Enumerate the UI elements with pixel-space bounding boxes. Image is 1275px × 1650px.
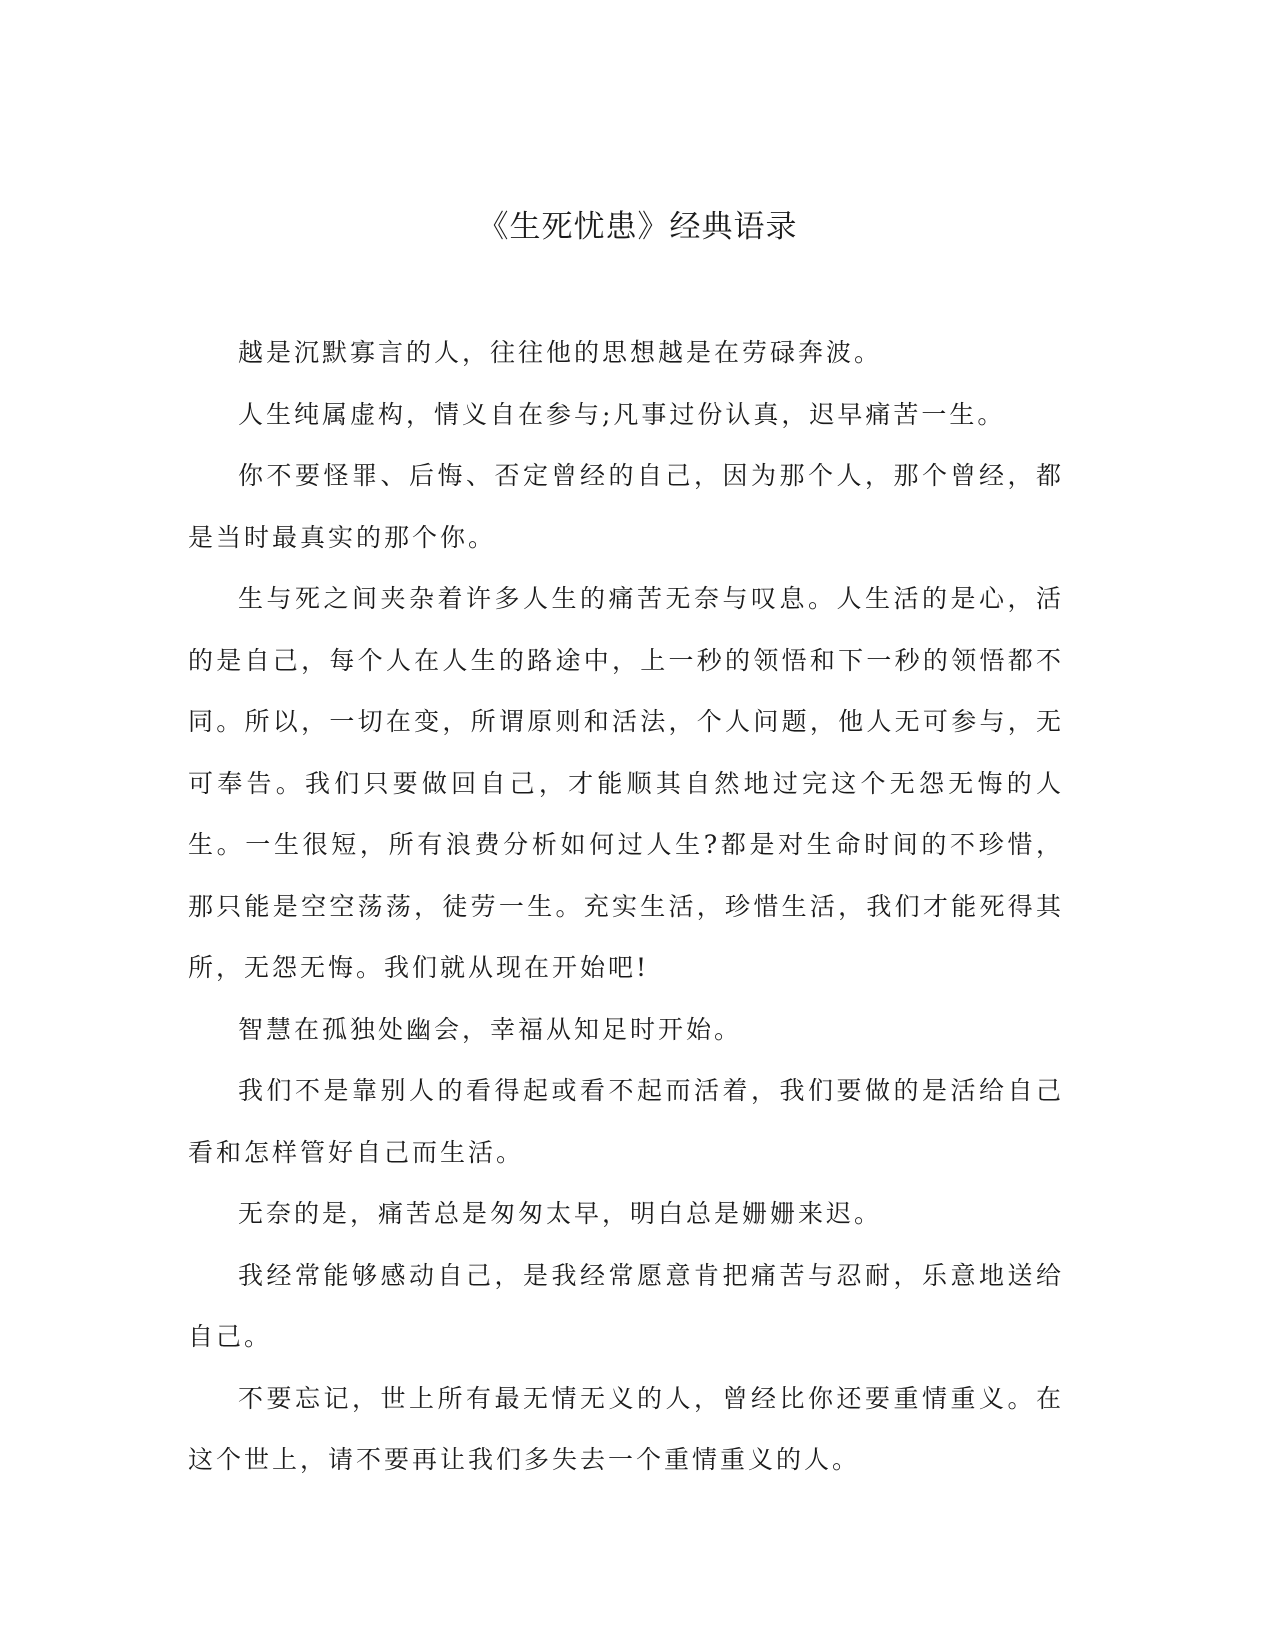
paragraph: 我们不是靠别人的看得起或看不起而活着，我们要做的是活给自己看和怎样管好自己而生活。 <box>188 1076 1064 1167</box>
paragraph: 人生纯属虚构，情义自在参与;凡事过份认真，迟早痛苦一生。 <box>238 399 1006 429</box>
paragraph: 生与死之间夹杂着许多人生的痛苦无奈与叹息。人生活的是心，活的是自己，每个人在人生的路途中，上一秒的领悟和下一秒的领悟都不同。所以，一切在变，所谓原则和活法，个人问题，他人无可参与，无可奉告。我们只要做回自己，才能顺其自然地过完这个无怨无悔的人生。一生很短，所有浪费分析如何过人生?都是对生命时间的不珍惜，那只能是空空荡荡，徒劳一生。充实生活，珍惜生活，我们才能死得其所，无怨无悔。我们就从现在开始吧! <box>188 584 1064 982</box>
document-body <box>188 322 1064 1491</box>
paragraph: 越是沉默寡言的人，往往他的思想越是在劳碌奔波。 <box>238 338 883 367</box>
paragraph: 我经常能够感动自己，是我经常愿意肯把痛苦与忍耐，乐意地送给自己。 <box>188 1260 1064 1351</box>
paragraph: 你不要怪罪、后悔、否定曾经的自己，因为那个人，那个曾经，都是当时最真实的那个你。 <box>188 461 1064 552</box>
paragraph: 无奈的是，痛苦总是匆匆太早，明白总是姗姗来迟。 <box>238 1199 883 1228</box>
paragraph: 不要忘记，世上所有最无情无义的人，曾经比你还要重情重义。在这个世上，请不要再让我们多失去一个重情重义的人。 <box>188 1383 1064 1474</box>
document-title: 《生死忧患》经典语录 <box>477 209 798 245</box>
paragraph: 智慧在孤独处幽会，幸福从知足时开始。 <box>238 1014 743 1044</box>
